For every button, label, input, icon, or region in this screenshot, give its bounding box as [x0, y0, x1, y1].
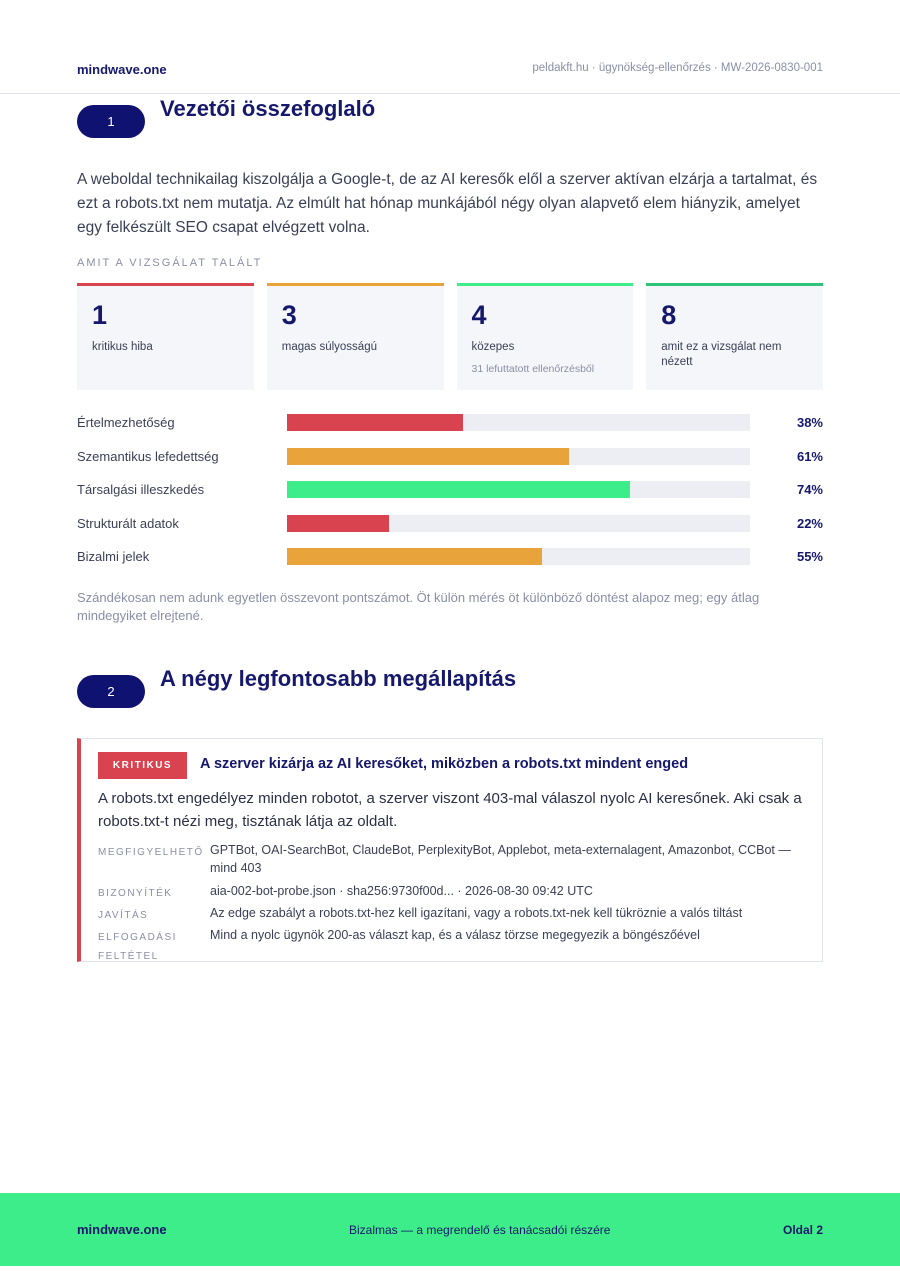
finding-description: A robots.txt engedélyez minden robotot, a szerver viszont 403-mal válaszol nyolc AI keresőnek. Aki csak a robots.txt-t nézi meg, tisztának látja az oldalt. [98, 790, 802, 830]
findings-card-medium [457, 283, 634, 390]
card-label: amit ez a vizsgálat nem nézett [661, 341, 782, 368]
metric-value: 22% [796, 515, 823, 531]
metric-label: Szemantikus lefedettség [77, 448, 219, 464]
metric-bar-track [287, 448, 750, 465]
finding-row-key: JAVÍTÁS [98, 910, 149, 921]
section-number-badge: 1 [77, 105, 145, 138]
finding-row-key: MEGFIGYELHETŐ [98, 847, 204, 858]
page-footer [0, 1193, 900, 1266]
findings-cards [77, 283, 823, 390]
metric-bar-fill [287, 414, 463, 431]
findings-card-high [267, 283, 444, 390]
finding-row-value: aia-002-bot-probe.json · sha256:9730f00d... · 2026-08-30 09:42 UTC [210, 884, 593, 898]
brand-logo[interactable]: mindwave.one [77, 62, 167, 77]
metric-label: Bizalmi jelek [77, 549, 150, 564]
card-label: magas súlyosságú [281, 341, 377, 353]
card-number: 1 [92, 300, 108, 330]
metric-label: Értelmezhetőség [77, 415, 175, 430]
card-label: közepes [471, 341, 515, 353]
metric-bar-track [287, 515, 750, 532]
metric-row [77, 447, 823, 481]
section-number-badge: 2 [77, 675, 145, 708]
metric-row [77, 547, 823, 581]
metric-bar-fill [287, 481, 630, 498]
finding-title: A szerver kizárja az AI keresőket, miközben a robots.txt mindent enged [200, 756, 689, 772]
page-number: Oldal 2 [782, 1223, 823, 1237]
metrics-note: Szándékosan nem adunk egyetlen összevont pontszámot. Öt külön mérés öt különböző döntést alapoz meg; egy átlag mindegyiket elrejtené. [77, 590, 760, 623]
metric-bar-track [287, 481, 750, 498]
finding-row-value: GPTBot, OAI-SearchBot, ClaudeBot, PerplexityBot, Applebot, meta-externalagent, Amazonbot, CCBot — mind 403 [210, 843, 791, 875]
findings-card-not-checked [646, 283, 823, 390]
finding-row-value: Mind a nyolc ügynök 200-as választ kap, és a válasz törzse megegyezik a böngészőével [210, 928, 700, 942]
document-meta: peldakft.hu · ügynökség-ellenőrzés · MW-2026-0830-001 [532, 62, 823, 74]
metric-bar-track [287, 414, 750, 431]
card-number: 8 [661, 300, 677, 330]
findings-card-critical [77, 283, 254, 390]
metric-value: 61% [796, 448, 823, 464]
section-title: A négy legfontosabb megállapítás [160, 666, 517, 691]
executive-summary: A weboldal technikailag kiszolgálja a Google-t, de az AI keresők elől a szerver aktívan elzárja a tartalmat, és ezt a robots.txt nem mutatja. Az elmúlt hat hónap munkájából négy olyan alapvető elem hiányzik, amelyet egy felkészült SEO csapat elvégzett volna. [77, 171, 818, 236]
metric-value: 55% [796, 549, 823, 564]
metrics-list [77, 413, 823, 581]
page-header [0, 0, 900, 94]
finding-card-critical [77, 738, 823, 962]
metric-value: 38% [796, 415, 823, 430]
card-subtext: 31 lefuttatott ellenőrzésből [471, 363, 595, 375]
finding-row-value: Az edge szabályt a robots.txt-hez kell igazítani, vagy a robots.txt-nek kell tükröznie a valós tiltást [210, 906, 743, 920]
findings-kicker: AMIT A VIZSGÁLAT TALÁLT [77, 257, 263, 269]
metric-label: Társalgási illeszkedés [77, 482, 205, 497]
card-number: 4 [471, 300, 487, 330]
card-label: kritikus hiba [92, 341, 153, 353]
metric-bar-fill [287, 515, 389, 532]
footer-brand[interactable]: mindwave.one [77, 1222, 167, 1237]
metric-row [77, 514, 823, 548]
metric-bar-track [287, 548, 750, 565]
metric-row [77, 480, 823, 514]
finding-row-key: ELFOGADÁSI FELTÉTEL [98, 932, 177, 962]
metric-bar-fill [287, 448, 569, 465]
section-title: Vezetői összefoglaló [160, 96, 376, 121]
severity-badge: KRITIKUS [98, 752, 187, 779]
metric-label: Strukturált adatok [77, 515, 179, 531]
metric-row [77, 413, 823, 447]
metric-bar-fill [287, 548, 542, 565]
finding-row-key: BIZONYÍTÉK [98, 888, 173, 899]
metric-value: 74% [796, 482, 823, 497]
confidentiality-note: Bizalmas — a megrendelő és tanácsadói részére [349, 1223, 611, 1237]
card-number: 3 [281, 300, 297, 330]
